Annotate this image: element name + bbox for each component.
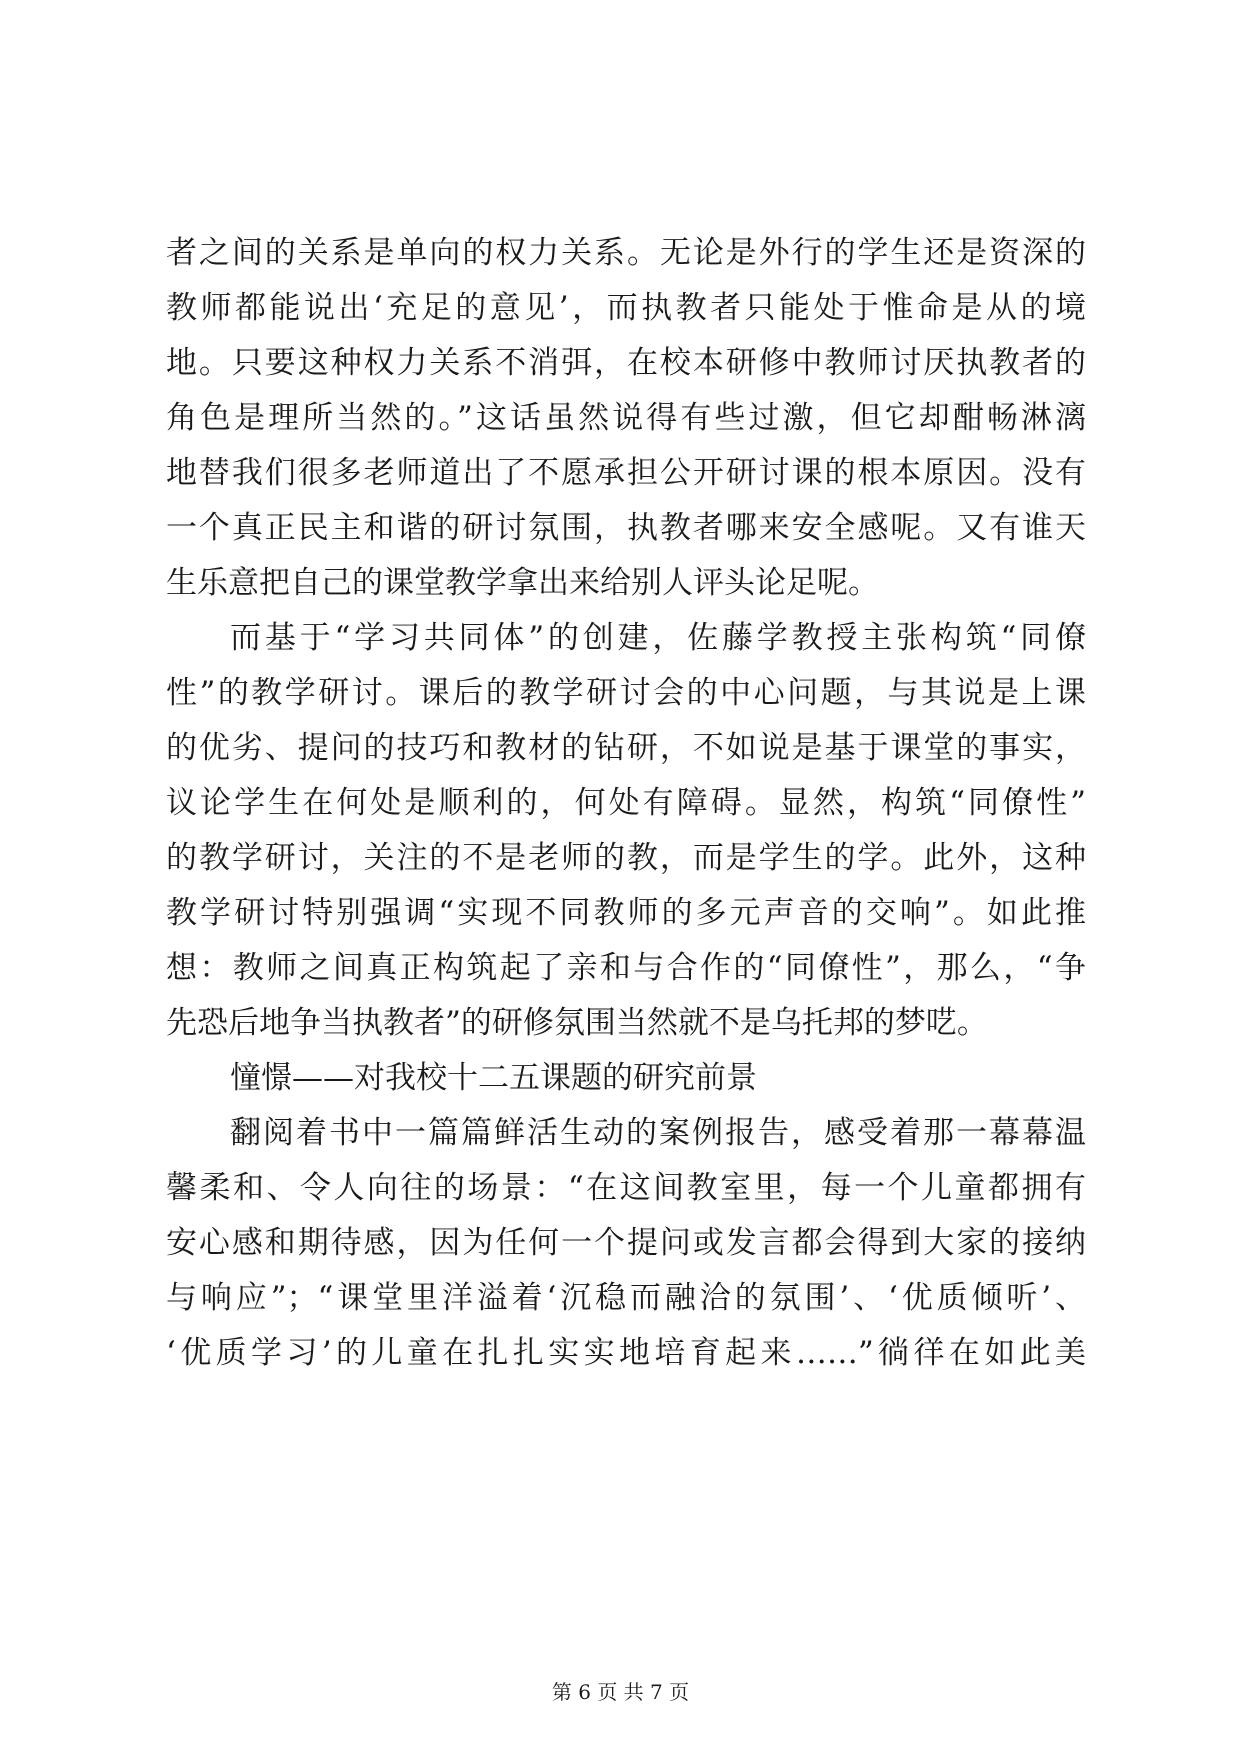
text-line: 者之间的关系是单向的权力关系。无论是外行的学生还是资深的: [166, 235, 1086, 271]
text-line: 地替我们很多老师道出了不愿承担公开研讨课的根本原因。没有: [166, 455, 1086, 491]
page-number: 第 6 页 共 7 页: [551, 1680, 690, 1704]
paragraph-first-line: 翻阅着书中一篇篇鲜活生动的案例报告，感受着那一幕幕温: [230, 1115, 1086, 1151]
text-line: 议论学生在何处是顺利的，何处有障碍。显然，构筑“同僚性”: [166, 785, 1086, 821]
text-line: 的教学研讨，关注的不是老师的教，而是学生的学。此外，这种: [166, 840, 1086, 876]
text-line: 地。只要这种权力关系不消弭，在校本研修中教师讨厌执教者的: [166, 345, 1086, 381]
text-line: ‘优质学习’的儿童在扎扎实实地培育起来……”徜徉在如此美: [166, 1335, 1086, 1371]
text-line: 想：教师之间真正构筑起了亲和与合作的“同僚性”，那么，“争: [166, 950, 1086, 986]
text-line: 与响应”；“课堂里洋溢着‘沉稳而融洽的氛围’、‘优质倾听’、: [166, 1280, 1086, 1316]
text-line: 先恐后地争当执教者”的研修氛围当然就不是乌托邦的梦呓。: [166, 1005, 988, 1041]
text-line: 生乐意把自己的课堂教学拿出来给别人评头论足呢。: [166, 565, 879, 601]
text-line: 性”的教学研讨。课后的教学研讨会的中心问题，与其说是上课: [166, 675, 1086, 711]
text-line: 馨柔和、令人向往的场景：“在这间教室里，每一个儿童都拥有: [166, 1170, 1086, 1206]
paragraph-first-line: 而基于“学习共同体”的创建，佐藤学教授主张构筑“同僚: [230, 620, 1086, 656]
text-line: 的优劣、提问的技巧和教材的钻研，不如说是基于课堂的事实，: [166, 730, 1086, 766]
text-line: 一个真正民主和谐的研讨氛围，执教者哪来安全感呢。又有谁天: [166, 510, 1086, 546]
body-text: [166, 226, 1086, 1381]
section-heading: 憧憬——对我校十二五课题的研究前景: [230, 1060, 757, 1096]
text-line: 角色是理所当然的。”这话虽然说得有些过激，但它却酣畅淋漓: [166, 400, 1086, 436]
text-line: 教师都能说出‘充足的意见’，而执教者只能处于惟命是从的境: [166, 290, 1086, 326]
text-line: 教学研讨特别强调“实现不同教师的多元声音的交响”。如此推: [166, 895, 1086, 931]
text-line: 安心感和期待感，因为任何一个提问或发言都会得到大家的接纳: [166, 1225, 1086, 1261]
